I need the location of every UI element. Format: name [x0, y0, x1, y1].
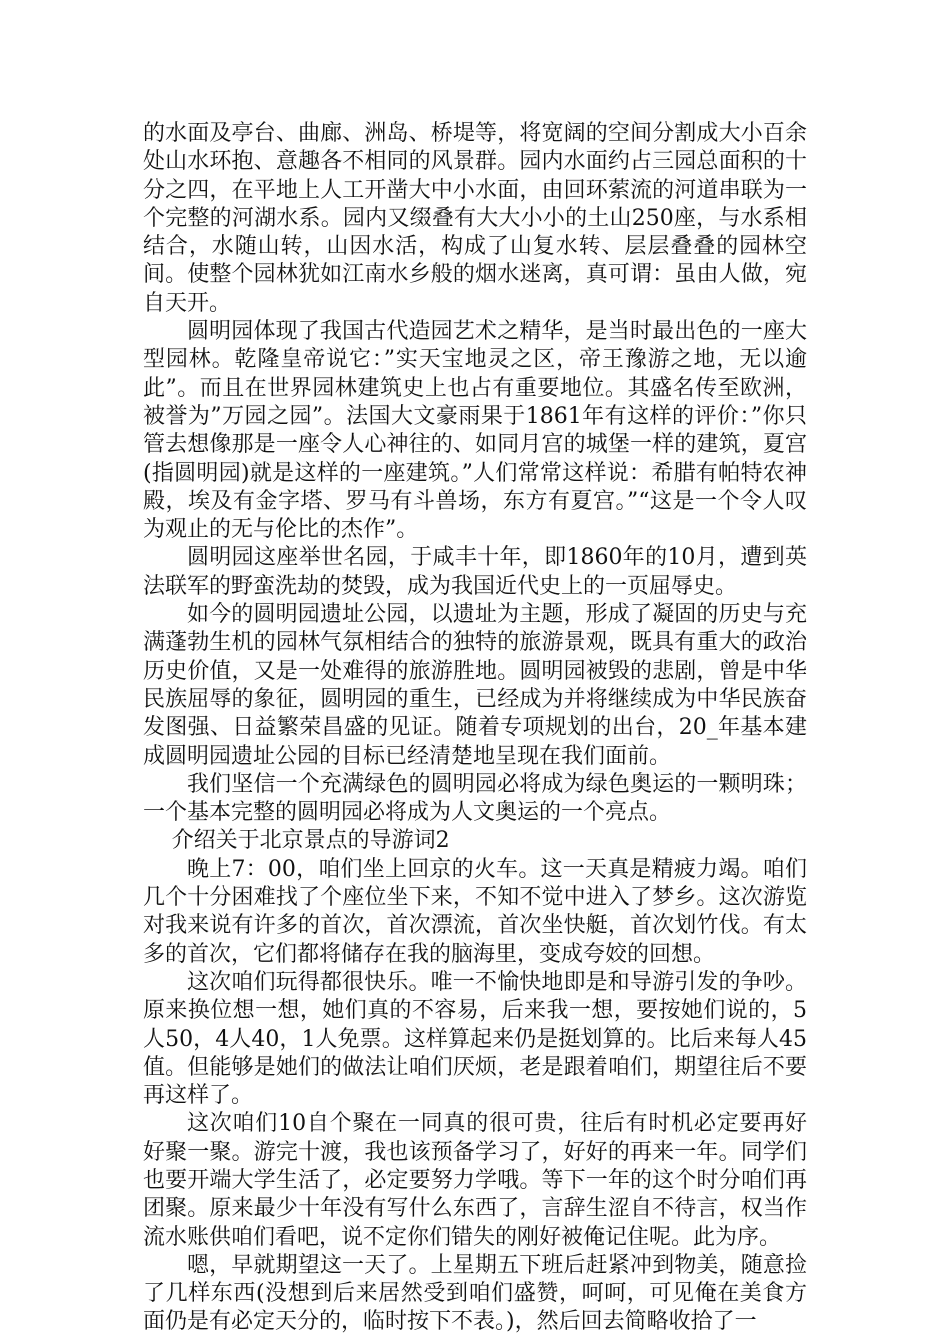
paragraph-4: 如今的圆明园遗址公园，以遗址为主题，形成了凝固的历史与充满蓬勃生机的园林气氛相结合的独特的旅游景观，既具有重大的政治历史价值，又是一处难得的旅游胜地。圆明园被毁的悲剧，曾是中华民族屈辱的象征，圆明园的重生，已经成为并将继续成为中华民族奋发图强、日益繁荣昌盛的见证。随着专项规划的出台，20_年基本建成圆明园遗址公园的目标已经清楚地呈现在我们面前。 — [143, 602, 807, 769]
section-heading: 介绍关于北京景点的导游词2 — [171, 828, 450, 854]
paragraph-9: 嗯，早就期望这一天了。上星期五下班后赶紧冲到物美，随意捡了几样东西(没想到后来居然受到咱们盛赞，呵呵，可见俺在美食方面仍是有必定天分的，临时按下不表。)，然后回去简略收拾了一 — [143, 1252, 807, 1335]
paragraph-5: 我们坚信一个充满绿色的圆明园必将成为绿色奥运的一颗明珠；一个基本完整的圆明园必将成为人文奥运的一个亮点。 — [143, 771, 807, 826]
paragraph-7: 这次咱们玩得都很快乐。唯一不愉快地即是和导游引发的争吵。原来换位想一想，她们真的不容易，后来我一想，要按她们说的，5人50，4人40，1人免票。这样算起来仍是挺划算的。比后来每人45值。但能够是她们的做法让咱们厌烦，老是跟着咱们，期望往后不要再这样了。 — [143, 969, 807, 1109]
paragraph-6: 晚上7：00，咱们坐上回京的火车。这一天真是精疲力竭。咱们几个十分困难找了个座位坐下来，不知不觉中进入了梦乡。这次游览对我来说有许多的首次，首次漂流，首次坐快艇，首次划竹伐。有太多的首次，它们都将储存在我的脑海里，变成夸姣的回想。 — [143, 856, 807, 967]
paragraph-2: 圆明园体现了我国古代造园艺术之精华，是当时最出色的一座大型园林。乾隆皇帝说它：”实天宝地灵之区，帝王豫游之地，无以逾此”。而且在世界园林建筑史上也占有重要地位。其盛名传至欧洲，被誉为”万园之园”。法国大文豪雨果于1861年有这样的评价：”你只管去想像那是一座令人心神往的、如同月宫的城堡一样的建筑，夏宫(指圆明园)就是这样的一座建筑。”人们常常这样说：希腊有帕特农神殿，埃及有金字塔、罗马有斗兽场，东方有夏宫。”“这是一个令人叹为观止的无与伦比的杰作”。 — [143, 319, 807, 543]
paragraph-1: 的水面及亭台、曲廊、洲岛、桥堤等，将宽阔的空间分割成大小百余处山水环抱、意趣各不相同的风景群。园内水面约占三园总面积的十分之四，在平地上人工开凿大中小水面，由回环萦流的河道串联为一个完整的河湖水系。园内又缀叠有大大小小的土山250座，与水系相结合，水随山转，山因水活，构成了山复水转、层层叠叠的园林空间。使整个园林犹如江南水乡般的烟水迷离，真可谓：虽由人做，宛自天开。 — [143, 121, 807, 316]
document-body — [143, 120, 807, 1337]
paragraph-8: 这次咱们10自个聚在一同真的很可贵，往后有时机必定要再好好聚一聚。游完十渡，我也该预备学习了，好好的再来一年。同学们也要开端大学生活了，必定要努力学哦。等下一年的这个时分咱们再团聚。原来最少十年没有写什么东西了，言辞生涩自不待言，权当作流水账供咱们看吧，说不定你们错失的刚好被俺记住呢。此为序。 — [143, 1111, 807, 1250]
paragraph-3: 圆明园这座举世名园，于咸丰十年，即1860年的10月，遭到英法联军的野蛮洗劫的焚毁，成为我国近代史上的一页屈辱史。 — [143, 545, 807, 599]
